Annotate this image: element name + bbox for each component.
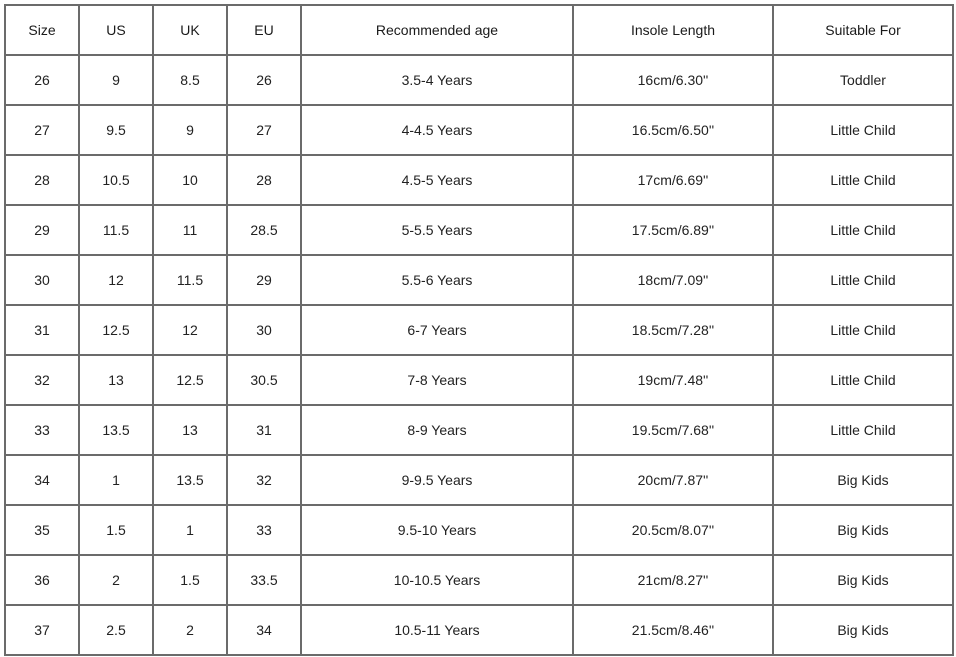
cell-size: 27 — [5, 105, 79, 155]
table-header — [5, 5, 953, 55]
cell-uk: 11.5 — [153, 255, 227, 305]
cell-size: 32 — [5, 355, 79, 405]
cell-size: 31 — [5, 305, 79, 355]
column-header-size: Size — [5, 5, 79, 55]
cell-size: 28 — [5, 155, 79, 205]
cell-uk: 10 — [153, 155, 227, 205]
cell-recommended-age: 6-7 Years — [301, 305, 573, 355]
cell-insole-length: 21cm/8.27'' — [573, 555, 773, 605]
table-row — [5, 305, 953, 355]
cell-uk: 12 — [153, 305, 227, 355]
cell-us: 9 — [79, 55, 153, 105]
cell-size: 35 — [5, 505, 79, 555]
cell-uk: 13 — [153, 405, 227, 455]
cell-size: 34 — [5, 455, 79, 505]
cell-size: 26 — [5, 55, 79, 105]
cell-recommended-age: 9-9.5 Years — [301, 455, 573, 505]
cell-uk: 12.5 — [153, 355, 227, 405]
cell-recommended-age: 9.5-10 Years — [301, 505, 573, 555]
column-header-recommended-age: Recommended age — [301, 5, 573, 55]
cell-suitable-for: Little Child — [773, 355, 953, 405]
cell-size: 37 — [5, 605, 79, 655]
cell-insole-length: 20.5cm/8.07'' — [573, 505, 773, 555]
cell-uk: 13.5 — [153, 455, 227, 505]
column-header-insole-length: Insole Length — [573, 5, 773, 55]
cell-suitable-for: Big Kids — [773, 555, 953, 605]
table-row — [5, 505, 953, 555]
cell-suitable-for: Little Child — [773, 305, 953, 355]
cell-eu: 31 — [227, 405, 301, 455]
table-row — [5, 255, 953, 305]
table-row — [5, 105, 953, 155]
cell-eu: 33.5 — [227, 555, 301, 605]
cell-eu: 32 — [227, 455, 301, 505]
cell-us: 9.5 — [79, 105, 153, 155]
cell-recommended-age: 4.5-5 Years — [301, 155, 573, 205]
cell-suitable-for: Big Kids — [773, 505, 953, 555]
header-row — [5, 5, 953, 55]
cell-size: 30 — [5, 255, 79, 305]
cell-us: 12 — [79, 255, 153, 305]
cell-insole-length: 17.5cm/6.89'' — [573, 205, 773, 255]
cell-recommended-age: 4-4.5 Years — [301, 105, 573, 155]
table-body — [5, 55, 953, 655]
cell-uk: 1 — [153, 505, 227, 555]
cell-suitable-for: Little Child — [773, 105, 953, 155]
table-row — [5, 205, 953, 255]
cell-us: 12.5 — [79, 305, 153, 355]
cell-size: 33 — [5, 405, 79, 455]
column-header-suitable-for: Suitable For — [773, 5, 953, 55]
cell-size: 36 — [5, 555, 79, 605]
cell-recommended-age: 5.5-6 Years — [301, 255, 573, 305]
cell-us: 13 — [79, 355, 153, 405]
cell-eu: 30.5 — [227, 355, 301, 405]
column-header-uk: UK — [153, 5, 227, 55]
cell-suitable-for: Little Child — [773, 205, 953, 255]
cell-insole-length: 21.5cm/8.46'' — [573, 605, 773, 655]
cell-suitable-for: Little Child — [773, 155, 953, 205]
cell-insole-length: 18cm/7.09'' — [573, 255, 773, 305]
cell-us: 2.5 — [79, 605, 153, 655]
table-row — [5, 405, 953, 455]
cell-eu: 27 — [227, 105, 301, 155]
table-row — [5, 155, 953, 205]
cell-insole-length: 16.5cm/6.50'' — [573, 105, 773, 155]
column-header-us: US — [79, 5, 153, 55]
table-row — [5, 355, 953, 405]
cell-eu: 30 — [227, 305, 301, 355]
cell-insole-length: 17cm/6.69'' — [573, 155, 773, 205]
cell-uk: 9 — [153, 105, 227, 155]
cell-eu: 28 — [227, 155, 301, 205]
cell-eu: 26 — [227, 55, 301, 105]
cell-us: 2 — [79, 555, 153, 605]
cell-suitable-for: Big Kids — [773, 605, 953, 655]
cell-us: 1.5 — [79, 505, 153, 555]
table-row — [5, 555, 953, 605]
size-chart-container — [4, 4, 952, 654]
cell-suitable-for: Little Child — [773, 255, 953, 305]
cell-insole-length: 19.5cm/7.68'' — [573, 405, 773, 455]
cell-eu: 33 — [227, 505, 301, 555]
cell-recommended-age: 8-9 Years — [301, 405, 573, 455]
cell-insole-length: 16cm/6.30'' — [573, 55, 773, 105]
cell-insole-length: 19cm/7.48'' — [573, 355, 773, 405]
cell-us: 13.5 — [79, 405, 153, 455]
cell-uk: 11 — [153, 205, 227, 255]
cell-recommended-age: 10.5-11 Years — [301, 605, 573, 655]
table-row — [5, 455, 953, 505]
cell-insole-length: 18.5cm/7.28'' — [573, 305, 773, 355]
column-header-eu: EU — [227, 5, 301, 55]
cell-us: 10.5 — [79, 155, 153, 205]
cell-uk: 1.5 — [153, 555, 227, 605]
cell-us: 1 — [79, 455, 153, 505]
table-row — [5, 605, 953, 655]
cell-recommended-age: 10-10.5 Years — [301, 555, 573, 605]
cell-suitable-for: Toddler — [773, 55, 953, 105]
cell-uk: 2 — [153, 605, 227, 655]
cell-recommended-age: 7-8 Years — [301, 355, 573, 405]
cell-insole-length: 20cm/7.87'' — [573, 455, 773, 505]
cell-suitable-for: Little Child — [773, 405, 953, 455]
cell-suitable-for: Big Kids — [773, 455, 953, 505]
cell-recommended-age: 5-5.5 Years — [301, 205, 573, 255]
cell-eu: 28.5 — [227, 205, 301, 255]
size-chart-table — [4, 4, 954, 656]
cell-eu: 34 — [227, 605, 301, 655]
cell-uk: 8.5 — [153, 55, 227, 105]
cell-recommended-age: 3.5-4 Years — [301, 55, 573, 105]
cell-eu: 29 — [227, 255, 301, 305]
cell-size: 29 — [5, 205, 79, 255]
table-row — [5, 55, 953, 105]
cell-us: 11.5 — [79, 205, 153, 255]
